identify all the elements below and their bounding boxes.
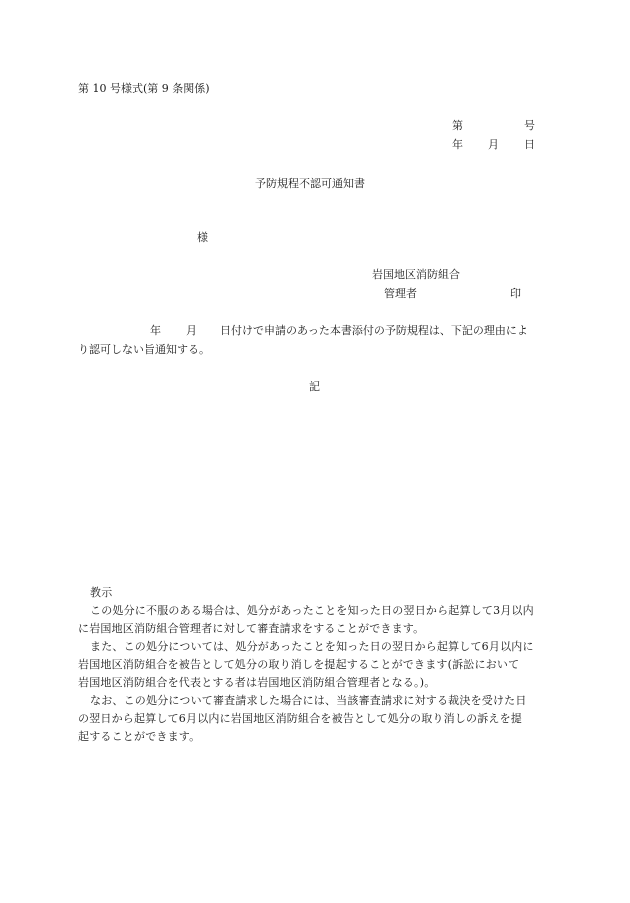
date-month: 月 (488, 138, 499, 151)
date-year: 年 (452, 138, 463, 151)
body-text-line-1: 日付けで申請のあった本書添付の予防規程は、下記の理由によ (220, 324, 528, 337)
doc-number-suffix: 号 (524, 119, 535, 132)
form-number: 第 10 号様式(第 9 条関係) (78, 82, 210, 95)
notice-section (78, 584, 548, 746)
date-day: 日 (524, 138, 535, 151)
body-year: 年 (150, 324, 161, 337)
body-text-line-2: り認可しない旨通知する。 (78, 343, 210, 356)
notice-p3-line2: の翌日から起算して6月以内に岩国地区消防組合を被告として処分の取り消しの訴えを提 (78, 712, 522, 725)
notice-p1-line2: に岩国地区消防組合管理者に対して審査請求をすることができます。 (78, 622, 425, 635)
ki-mark: 記 (309, 380, 320, 393)
notice-heading: 教示 (90, 586, 113, 599)
issuer-title: 管理者 (384, 287, 417, 300)
notice-p2-line3: 岩国地区消防組合を代表とする者は岩国地区消防組合管理者となる。)。 (78, 676, 436, 689)
notice-p1-line1: この処分に不服のある場合は、処分があったことを知った日の翌日から起算して3月以内 (90, 604, 534, 617)
issuer-organization: 岩国地区消防組合 (372, 268, 460, 281)
body-month: 月 (186, 324, 197, 337)
notice-p3-line1: なお、この処分について審査請求した場合には、当該審査請求に対する裁決を受けた日 (90, 694, 527, 707)
addressee-suffix: 様 (197, 231, 208, 244)
seal-mark: 印 (510, 287, 521, 300)
notice-p2-line2: 岩国地区消防組合を被告として処分の取り消しを提起することができます(訴訟において (78, 658, 520, 671)
document-title: 予防規程不認可通知書 (255, 177, 365, 190)
notice-p2-line1: また、この処分については、処分があったことを知った日の翌日から起算して6月以内に (90, 640, 534, 653)
notice-p3-line3: 起することができます。 (78, 730, 201, 743)
doc-number-prefix: 第 (452, 119, 463, 132)
